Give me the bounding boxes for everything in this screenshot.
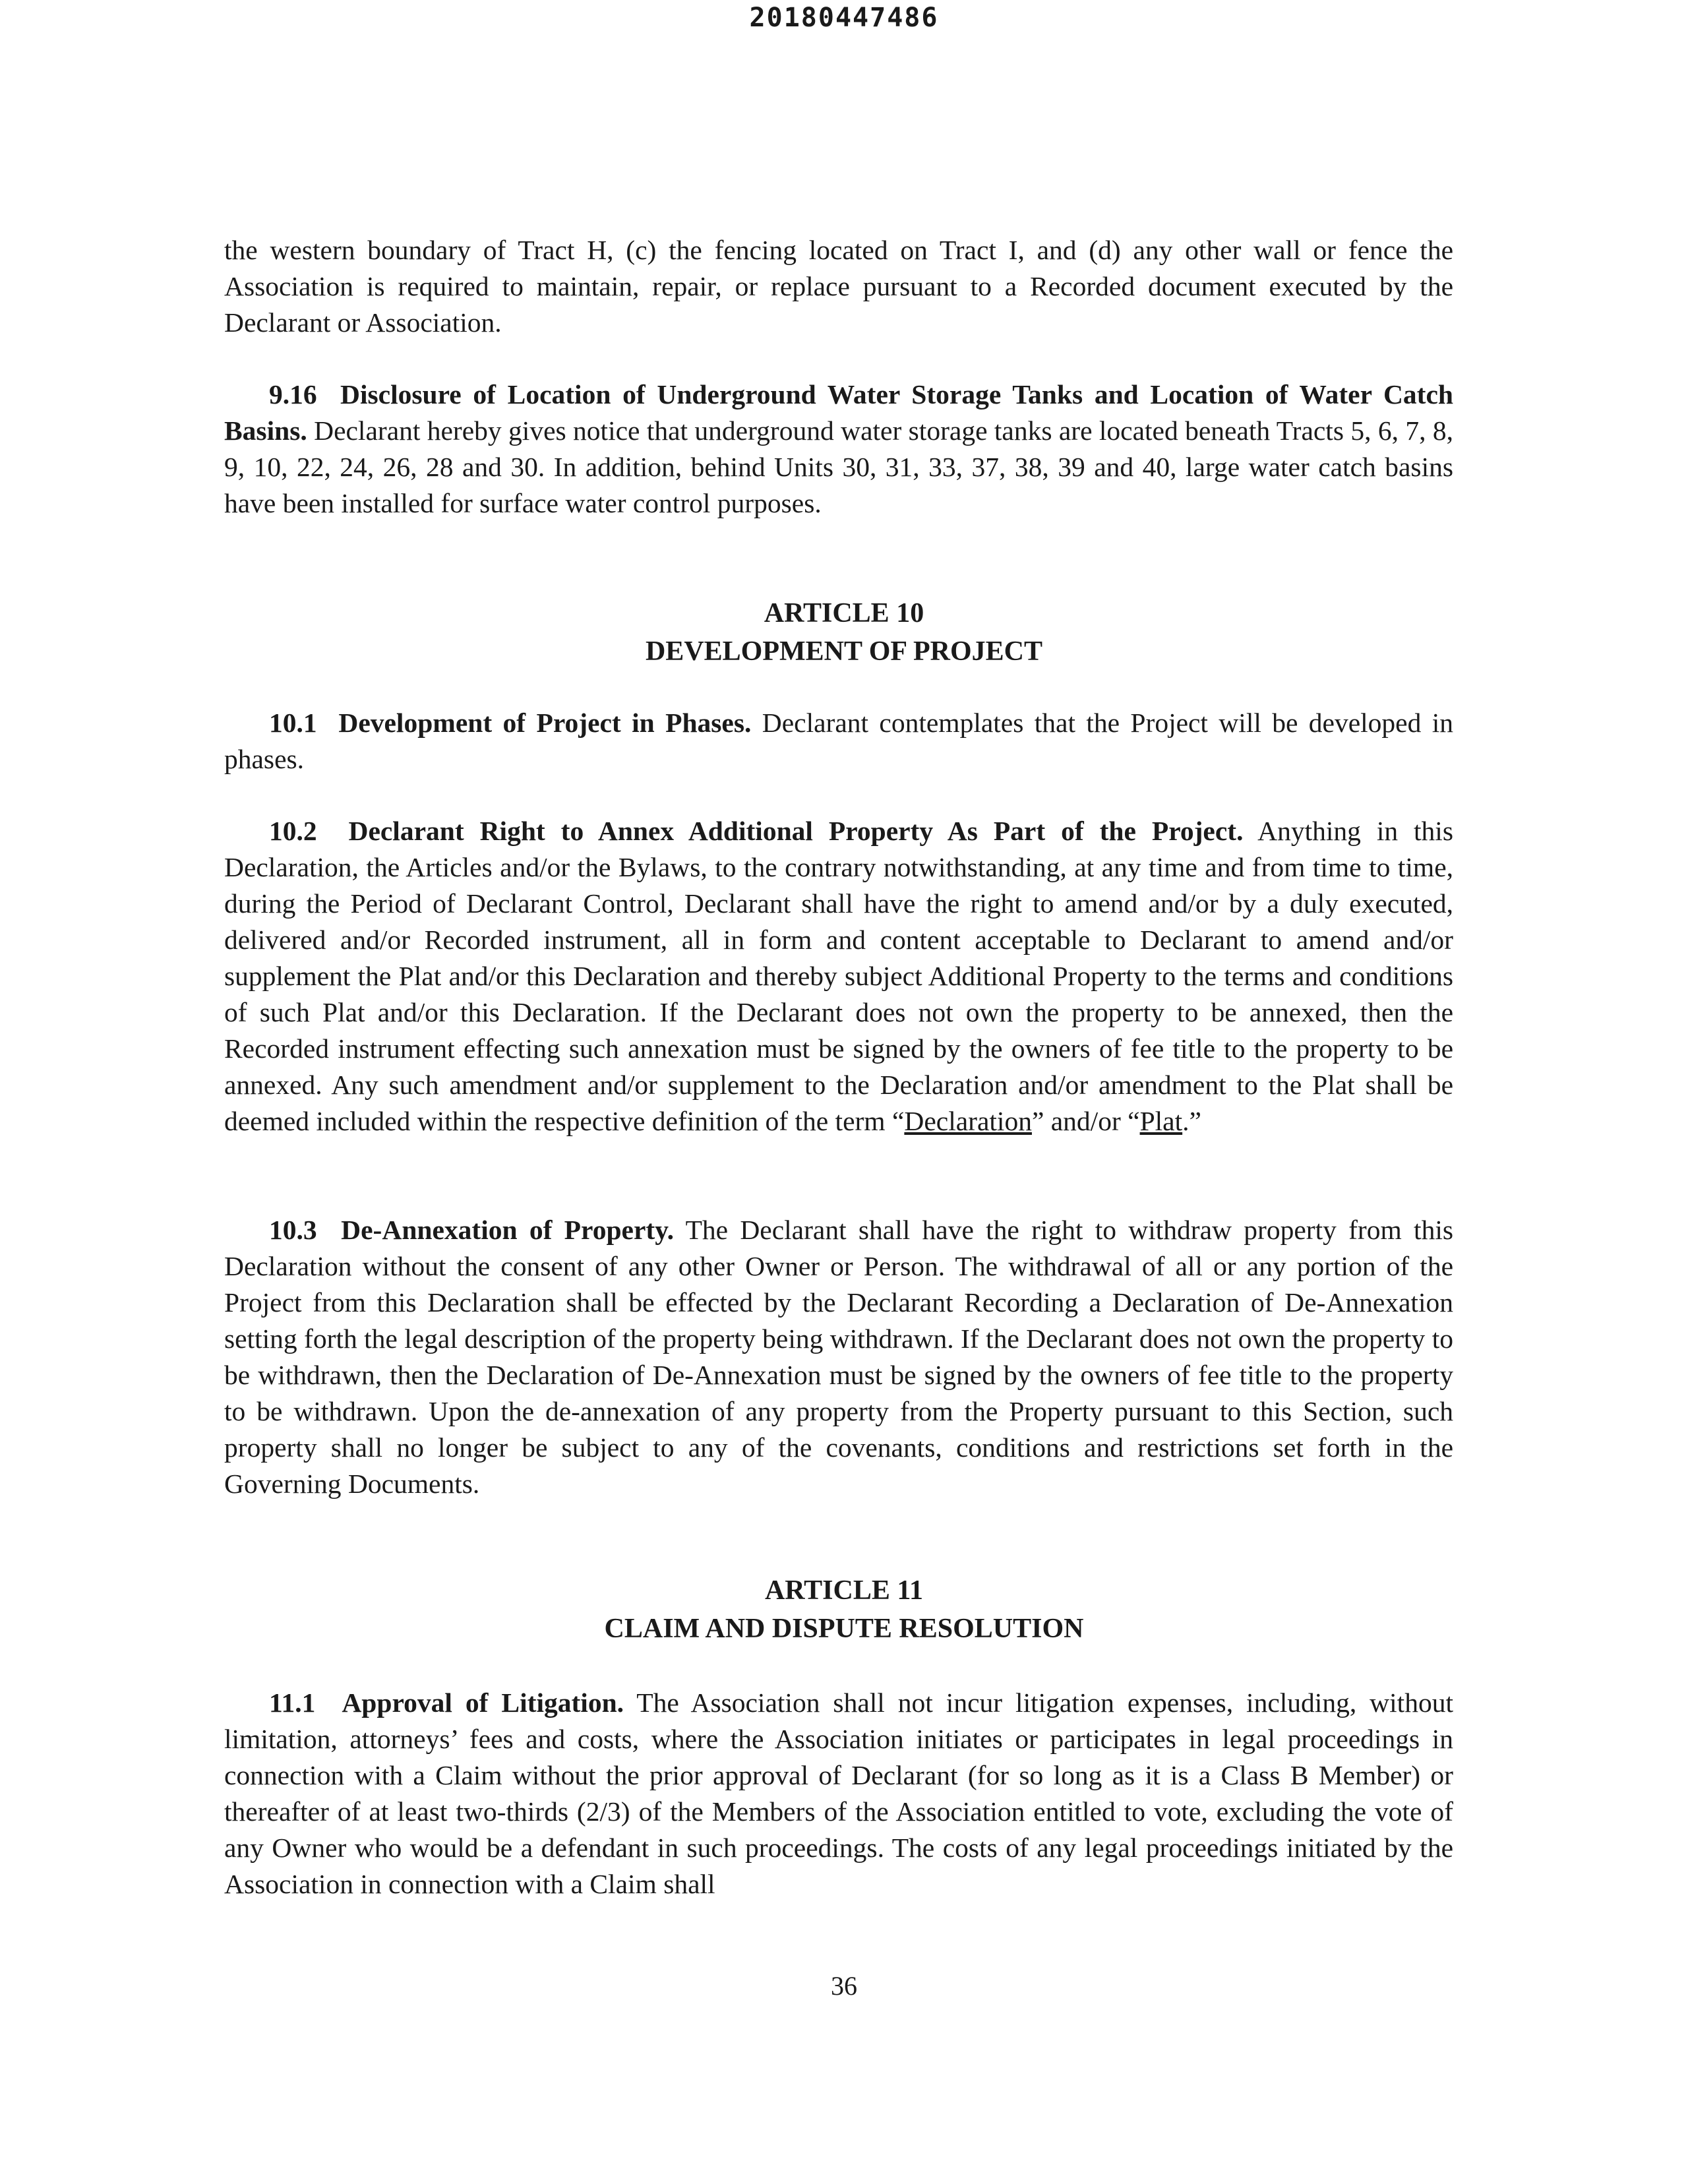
section-9-16-number: 9.16 [269, 379, 317, 410]
section-10-2-ending: .” [1182, 1106, 1201, 1136]
section-11-1 [224, 1685, 1453, 1902]
section-10-2 [224, 813, 1453, 1139]
section-9-16-title: Disclosure of Location of Underground Water Storage Tanks and Location of Water Catch Basins. [224, 379, 1454, 446]
article-10-title: DEVELOPMENT OF PROJECT [645, 636, 1043, 667]
section-10-2-text: Anything in this Declaration, the Articles and/or the Bylaws, to the contrary notwithstanding, at any time and from time to time, during the Period of Declarant Control, Declarant shall have the right to amend and/or by a duly executed, delivered and/or Recorded instrument, all in form and content acceptable to Declarant to amend and/or supplement the Plat and/or this Declaration and thereby subject Additional Property to the terms and conditions of such Plat and/or this Declaration. If the Declarant does not own the property to be annexed, then the Recorded instrument effecting such annexation must be signed by the owners of fee title to the property to be annexed. Any such amendment and/or supplement to the Declaration and/or amendment to the Plat shall be deemed included within the respective definition of the term “ [224, 816, 1453, 1136]
article-11-label: ARTICLE 11 [764, 1575, 924, 1606]
term-plat: Plat [1139, 1106, 1183, 1136]
section-10-3 [224, 1212, 1453, 1502]
article-10-label: ARTICLE 10 [764, 598, 924, 628]
section-10-1-title: Development of Project in Phases. [338, 708, 752, 738]
section-11-1-number: 11.1 [269, 1687, 316, 1718]
section-11-1-text: The Association shall not incur litigation expenses, including, without limitation, attorneys’ fees and costs, where the Association initiates or participates in legal proceedings in connection with a Claim without the prior approval of Declarant (for so long as it is a Class B Member) or thereafter of at least two-thirds (2/3) of the Members of the Association entitled to vote, excluding the vote of any Owner who would be a defendant in such proceedings. The costs of any legal proceedings initiated by the Association in connection with a Claim shall [224, 1687, 1453, 1899]
section-10-1-number: 10.1 [269, 708, 317, 738]
section-11-1-title: Approval of Litigation. [342, 1687, 624, 1718]
section-11-1-paragraph [224, 1685, 1453, 1902]
section-9-16-text: Declarant hereby gives notice that underground water storage tanks are located beneath Tracts 5, 6, 7, 8, 9, 10, 22, 24, 26, 28 and 30. In addition, behind Units 30, 31, 33, 37, 38, 39 and 40, large water catch basins have been installed for surface water control purposes. [224, 415, 1454, 518]
section-10-1-text: Declarant contemplates that the Project will be developed in phases. [224, 708, 1454, 774]
section-10-2-number: 10.2 [269, 816, 317, 846]
section-10-2-paragraph [224, 813, 1453, 1139]
term-connector: ” and/or “ [1031, 1106, 1140, 1136]
article-11-heading [0, 1571, 1688, 1648]
section-10-3-number: 10.3 [269, 1215, 317, 1245]
document-number: 20180447486 [749, 3, 939, 33]
section-9-16 [224, 377, 1453, 522]
section-10-3-title: De-Annexation of Property. [341, 1215, 675, 1245]
section-10-1 [224, 705, 1453, 777]
article-11-title: CLAIM AND DISPUTE RESOLUTION [604, 1614, 1084, 1644]
term-declaration: Declaration [904, 1106, 1032, 1136]
section-10-1-paragraph [224, 705, 1453, 777]
page-number: 36 [831, 1971, 857, 2001]
section-9-16-paragraph [224, 377, 1453, 522]
article-10-heading [0, 594, 1688, 671]
intro-paragraph [224, 232, 1453, 341]
intro-paragraph-text: the western boundary of Tract H, (c) the fencing located on Tract I, and (d) any other wall or fence the Association is required to maintain, repair, or replace pursuant to a Recorded document executed by the Declarant or Association. [224, 235, 1453, 338]
section-10-3-paragraph [224, 1212, 1453, 1502]
section-10-2-title: Declarant Right to Annex Additional Property As Part of the Project. [348, 816, 1244, 846]
section-10-3-text: The Declarant shall have the right to withdraw property from this Declaration without the consent of any other Owner or Person. The withdrawal of all or any portion of the Project from this Declaration shall be effected by the Declarant Recording a Declaration of De-Annexation setting forth the legal description of the property being withdrawn. If the Declarant does not own the property to be withdrawn, then the Declaration of De-Annexation must be signed by the owners of fee title to the property to be withdrawn. Upon the de-annexation of any property from the Property pursuant to this Section, such property shall no longer be subject to any of the covenants, conditions and restrictions set forth in the Governing Documents. [224, 1215, 1454, 1499]
